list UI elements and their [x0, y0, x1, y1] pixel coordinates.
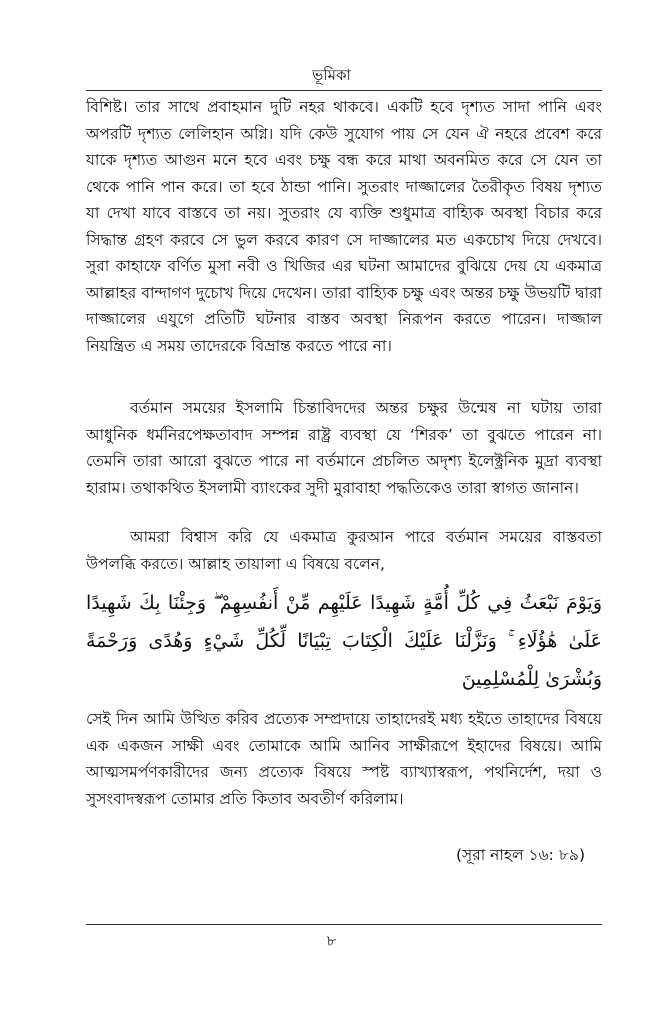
verse-citation: (সূরা নাহল ১৬: ৮৯) — [455, 846, 585, 864]
footer-divider — [86, 924, 602, 925]
body-paragraph: বিশিষ্ট। তার সাথে প্রবাহমান দুটি নহর থাকবে। একটি হবে দৃশ্যত সাদা পানি এবং অপরটি দৃশ্যত লেলিহান অগ্নি। যদি কেউ সুযোগ পায় সে যেন ঐ নহরে প্রবেশ করে যাকে দৃশ্যত আগুন মনে হবে এবং চক্ষু বন্ধ করে মাথা অবনমিত করে সে যেন তা থেকে পানি পান করে। তা হবে ঠান্ডা পানি। সুতরাং দাজ্জালের তৈরীকৃত বিষয় দৃশ্যত যা দেখা যাবে বাস্তবে তা নয়। সুতরাং যে ব্যক্তি শুধুমাত্র বাহ্যিক অবস্থা বিচার করে সিদ্ধান্ত গ্রহণ করবে সে ভুল করবে কারণ সে দাজ্জালের মত একচোখ দিয়ে দেখবে। সুরা কাহাফে বর্ণিত মুসা নবী ও খিজির এর ঘটনা আমাদের বুঝিয়ে দেয় যে একমাত্র আল্লাহর বান্দাগণ দুচোখ দিয়ে দেখেন। তারা বাহ্যিক চক্ষু এবং অন্তর চক্ষু উভয়টি দ্বারা দাজ্জালের এযুগে প্রতিটি ঘটনার বাস্তব অবস্থা নিরূপন করতে পারেন। দাজ্জাল নিয়ন্ত্রিত এ সময় তাদেরকে বিভ্রান্ত করতে পারে না। — [86, 98, 602, 355]
quran-verse-arabic: وَيَوْمَ نَبْعَثُ فِي كُلِّ أُمَّةٍ شَهِيدًا عَلَيْهِم مِّنْ أَنفُسِهِمْ ۖ وَجِئْنَا بِكَ شَهِيدًا عَلَىٰ هَٰؤُلَاءِ ۚ وَنَزَّلْنَا عَلَيْكَ الْكِتَابَ تِبْيَانًا لِّكُلِّ شَيْءٍ وَهُدًى وَرَحْمَةً وَبُشْرَىٰ لِلْمُسْلِمِينَ — [86, 592, 602, 690]
running-header: ভূমিকা — [312, 66, 351, 84]
verse-translation: সেই দিন আমি উত্থিত করিব প্রত্যেক সম্প্রদায়ে তাহাদেরই মধ্য হইতে তাহাদের বিষয়ে এক একজন সাক্ষী এবং তোমাকে আমি আনিব সাক্ষীরূপে ইহাদের বিষয়ে। আমি আত্মসমর্পণকারীদের জন্য প্রত্যেক বিষয়ে স্পষ্ট ব্যাখ্যাস্বরূপ, পথনির্দেশ, দয়া ও সুসংবাদস্বরূপ তোমার প্রতি কিতাব অবতীর্ণ করিলাম। — [86, 710, 602, 808]
body-paragraph: বর্তমান সময়ের ইসলামি চিন্তাবিদদের অন্তর চক্ষুর উন্মেষ না ঘটায় তারা আধুনিক ধর্মনিরপেক্ষতাবাদ সম্পন্ন রাষ্ট্র ব্যবস্থা যে ‘শিরক’ তা বুঝতে পারেন না। তেমনি তারা আরো বুঝতে পারে না বর্তমানে প্রচলিত অদৃশ্য ইলেক্ট্রনিক মুদ্রা ব্যবস্থা হারাম। তথাকথিত ইসলামী ব্যাংকের সুদী মুরাবাহা পদ্ধতিকেও তারা স্বাগত জানান। — [86, 399, 602, 497]
body-paragraph: আমরা বিশ্বাস করি যে একমাত্র কুরআন পারে বর্তমান সময়ের বাস্তবতা উপলব্ধি করতে। আল্লাহ তায়ালা এ বিষয়ে বলেন, — [86, 528, 602, 573]
page-number: ৮ — [326, 932, 337, 950]
header-divider — [86, 90, 602, 91]
